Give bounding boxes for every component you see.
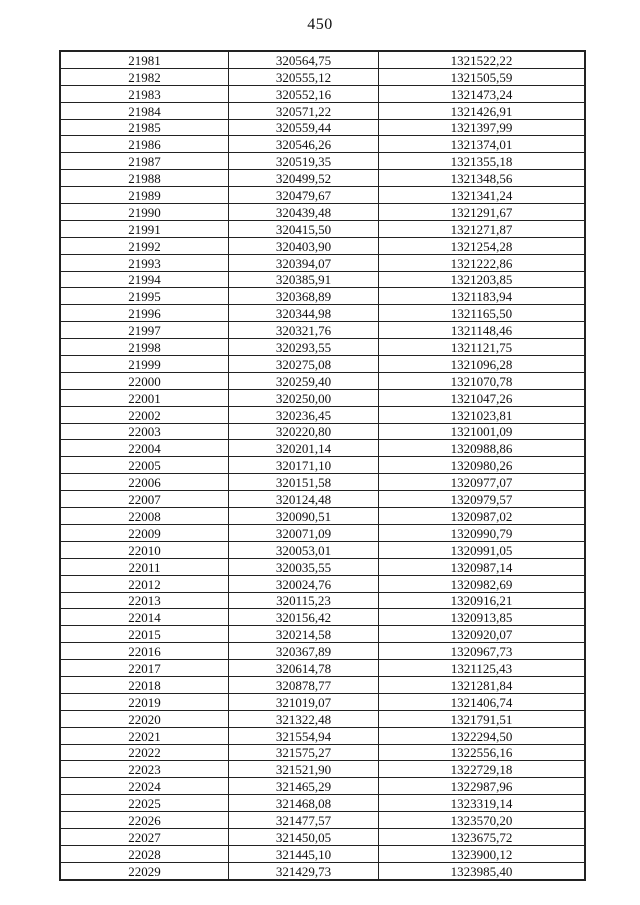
x-coordinate-cell: 321465,29: [229, 778, 379, 795]
x-coordinate-cell: 320519,35: [229, 153, 379, 170]
x-coordinate-cell: 320555,12: [229, 68, 379, 85]
point-number-cell: 21995: [61, 288, 229, 305]
point-number-cell: 21983: [61, 85, 229, 102]
coordinates-table: [60, 51, 585, 880]
x-coordinate-cell: 321322,48: [229, 710, 379, 727]
point-number-cell: 21992: [61, 237, 229, 254]
table-row: [61, 845, 585, 862]
y-coordinate-cell: 1320916,21: [379, 592, 585, 609]
point-number-cell: 21981: [61, 52, 229, 69]
x-coordinate-cell: 320171,10: [229, 457, 379, 474]
x-coordinate-cell: 320071,09: [229, 524, 379, 541]
x-coordinate-cell: 320236,45: [229, 406, 379, 423]
point-number-cell: 22008: [61, 508, 229, 525]
y-coordinate-cell: 1321291,67: [379, 204, 585, 221]
point-number-cell: 22009: [61, 524, 229, 541]
table-row: [61, 457, 585, 474]
y-coordinate-cell: 1321165,50: [379, 305, 585, 322]
point-number-cell: 21982: [61, 68, 229, 85]
point-number-cell: 22006: [61, 474, 229, 491]
y-coordinate-cell: 1320977,07: [379, 474, 585, 491]
y-coordinate-cell: 1320913,85: [379, 609, 585, 626]
x-coordinate-cell: 320275,08: [229, 356, 379, 373]
x-coordinate-cell: 321521,90: [229, 761, 379, 778]
point-number-cell: 22029: [61, 862, 229, 879]
x-coordinate-cell: 321554,94: [229, 727, 379, 744]
y-coordinate-cell: 1320920,07: [379, 626, 585, 643]
point-number-cell: 22002: [61, 406, 229, 423]
y-coordinate-cell: 1321374,01: [379, 136, 585, 153]
x-coordinate-cell: 320214,58: [229, 626, 379, 643]
point-number-cell: 22003: [61, 423, 229, 440]
table-row: [61, 862, 585, 879]
table-row: [61, 761, 585, 778]
x-coordinate-cell: 320090,51: [229, 508, 379, 525]
table-row: [61, 102, 585, 119]
y-coordinate-cell: 1321355,18: [379, 153, 585, 170]
y-coordinate-cell: 1321791,51: [379, 710, 585, 727]
table-row: [61, 356, 585, 373]
y-coordinate-cell: 1321281,84: [379, 676, 585, 693]
x-coordinate-cell: 320344,98: [229, 305, 379, 322]
x-coordinate-cell: 320115,23: [229, 592, 379, 609]
x-coordinate-cell: 320385,91: [229, 271, 379, 288]
x-coordinate-cell: 320571,22: [229, 102, 379, 119]
table-row: [61, 52, 585, 69]
y-coordinate-cell: 1321406,74: [379, 693, 585, 710]
point-number-cell: 22004: [61, 440, 229, 457]
table-row: [61, 187, 585, 204]
x-coordinate-cell: 320499,52: [229, 170, 379, 187]
y-coordinate-cell: 1321070,78: [379, 372, 585, 389]
y-coordinate-cell: 1321121,75: [379, 339, 585, 356]
table-row: [61, 372, 585, 389]
x-coordinate-cell: 320479,67: [229, 187, 379, 204]
x-coordinate-cell: 320293,55: [229, 339, 379, 356]
table-row: [61, 136, 585, 153]
y-coordinate-cell: 1321148,46: [379, 322, 585, 339]
point-number-cell: 22025: [61, 795, 229, 812]
table-row: [61, 643, 585, 660]
x-coordinate-cell: 320124,48: [229, 491, 379, 508]
y-coordinate-cell: 1323570,20: [379, 812, 585, 829]
table-row: [61, 778, 585, 795]
table-row: [61, 119, 585, 136]
point-number-cell: 21999: [61, 356, 229, 373]
point-number-cell: 21989: [61, 187, 229, 204]
x-coordinate-cell: 320368,89: [229, 288, 379, 305]
point-number-cell: 21994: [61, 271, 229, 288]
x-coordinate-cell: 320220,80: [229, 423, 379, 440]
x-coordinate-cell: 321019,07: [229, 693, 379, 710]
x-coordinate-cell: 320035,55: [229, 558, 379, 575]
point-number-cell: 22023: [61, 761, 229, 778]
x-coordinate-cell: 320439,48: [229, 204, 379, 221]
table-row: [61, 204, 585, 221]
table-row: [61, 220, 585, 237]
point-number-cell: 22010: [61, 541, 229, 558]
y-coordinate-cell: 1321348,56: [379, 170, 585, 187]
point-number-cell: 21996: [61, 305, 229, 322]
table-row: [61, 626, 585, 643]
x-coordinate-cell: 320024,76: [229, 575, 379, 592]
y-coordinate-cell: 1321047,26: [379, 389, 585, 406]
point-number-cell: 21990: [61, 204, 229, 221]
point-number-cell: 22000: [61, 372, 229, 389]
y-coordinate-cell: 1322294,50: [379, 727, 585, 744]
table-row: [61, 423, 585, 440]
table-row: [61, 828, 585, 845]
point-number-cell: 22012: [61, 575, 229, 592]
y-coordinate-cell: 1320991,05: [379, 541, 585, 558]
x-coordinate-cell: 320250,00: [229, 389, 379, 406]
x-coordinate-cell: 320614,78: [229, 660, 379, 677]
y-coordinate-cell: 1321341,24: [379, 187, 585, 204]
point-number-cell: 22017: [61, 660, 229, 677]
table-row: [61, 322, 585, 339]
y-coordinate-cell: 1321522,22: [379, 52, 585, 69]
y-coordinate-cell: 1322729,18: [379, 761, 585, 778]
y-coordinate-cell: 1323675,72: [379, 828, 585, 845]
table-row: [61, 68, 585, 85]
x-coordinate-cell: 321450,05: [229, 828, 379, 845]
table-row: [61, 85, 585, 102]
table-row: [61, 812, 585, 829]
x-coordinate-cell: 320546,26: [229, 136, 379, 153]
y-coordinate-cell: 1320979,57: [379, 491, 585, 508]
table-row: [61, 592, 585, 609]
y-coordinate-cell: 1321426,91: [379, 102, 585, 119]
table-row: [61, 795, 585, 812]
table-row: [61, 693, 585, 710]
coordinates-table-body: [61, 52, 585, 880]
point-number-cell: 21985: [61, 119, 229, 136]
y-coordinate-cell: 1320982,69: [379, 575, 585, 592]
y-coordinate-cell: 1321473,24: [379, 85, 585, 102]
table-row: [61, 541, 585, 558]
table-row: [61, 660, 585, 677]
point-number-cell: 22001: [61, 389, 229, 406]
table-row: [61, 491, 585, 508]
y-coordinate-cell: 1321096,28: [379, 356, 585, 373]
point-number-cell: 22028: [61, 845, 229, 862]
x-coordinate-cell: 320552,16: [229, 85, 379, 102]
y-coordinate-cell: 1321222,86: [379, 254, 585, 271]
point-number-cell: 22015: [61, 626, 229, 643]
point-number-cell: 21988: [61, 170, 229, 187]
table-row: [61, 508, 585, 525]
table-row: [61, 558, 585, 575]
x-coordinate-cell: 321575,27: [229, 744, 379, 761]
x-coordinate-cell: 320201,14: [229, 440, 379, 457]
point-number-cell: 21991: [61, 220, 229, 237]
x-coordinate-cell: 320559,44: [229, 119, 379, 136]
point-number-cell: 21984: [61, 102, 229, 119]
x-coordinate-cell: 320151,58: [229, 474, 379, 491]
page-number: 450: [307, 16, 333, 33]
table-row: [61, 406, 585, 423]
x-coordinate-cell: 321429,73: [229, 862, 379, 879]
point-number-cell: 22016: [61, 643, 229, 660]
point-number-cell: 21986: [61, 136, 229, 153]
x-coordinate-cell: 320878,77: [229, 676, 379, 693]
y-coordinate-cell: 1320988,86: [379, 440, 585, 457]
x-coordinate-cell: 321445,10: [229, 845, 379, 862]
x-coordinate-cell: 320259,40: [229, 372, 379, 389]
y-coordinate-cell: 1323985,40: [379, 862, 585, 879]
point-number-cell: 22018: [61, 676, 229, 693]
point-number-cell: 22027: [61, 828, 229, 845]
y-coordinate-cell: 1322987,96: [379, 778, 585, 795]
table-row: [61, 440, 585, 457]
table-row: [61, 271, 585, 288]
x-coordinate-cell: 320415,50: [229, 220, 379, 237]
y-coordinate-cell: 1321001,09: [379, 423, 585, 440]
y-coordinate-cell: 1320987,02: [379, 508, 585, 525]
table-row: [61, 153, 585, 170]
y-coordinate-cell: 1321397,99: [379, 119, 585, 136]
table-row: [61, 744, 585, 761]
point-number-cell: 22026: [61, 812, 229, 829]
table-row: [61, 710, 585, 727]
y-coordinate-cell: 1321271,87: [379, 220, 585, 237]
table-row: [61, 288, 585, 305]
table-row: [61, 474, 585, 491]
point-number-cell: 22020: [61, 710, 229, 727]
table-row: [61, 305, 585, 322]
table-row: [61, 170, 585, 187]
table-row: [61, 254, 585, 271]
table-row: [61, 727, 585, 744]
table-row: [61, 524, 585, 541]
x-coordinate-cell: 321477,57: [229, 812, 379, 829]
table-row: [61, 676, 585, 693]
y-coordinate-cell: 1321023,81: [379, 406, 585, 423]
x-coordinate-cell: 320321,76: [229, 322, 379, 339]
y-coordinate-cell: 1321183,94: [379, 288, 585, 305]
x-coordinate-cell: 321468,08: [229, 795, 379, 812]
point-number-cell: 22005: [61, 457, 229, 474]
x-coordinate-cell: 320394,07: [229, 254, 379, 271]
y-coordinate-cell: 1323319,14: [379, 795, 585, 812]
y-coordinate-cell: 1320990,79: [379, 524, 585, 541]
point-number-cell: 21993: [61, 254, 229, 271]
table-row: [61, 575, 585, 592]
y-coordinate-cell: 1322556,16: [379, 744, 585, 761]
x-coordinate-cell: 320403,90: [229, 237, 379, 254]
y-coordinate-cell: 1321254,28: [379, 237, 585, 254]
table-row: [61, 237, 585, 254]
y-coordinate-cell: 1320987,14: [379, 558, 585, 575]
point-number-cell: 22011: [61, 558, 229, 575]
y-coordinate-cell: 1321505,59: [379, 68, 585, 85]
point-number-cell: 22024: [61, 778, 229, 795]
point-number-cell: 22007: [61, 491, 229, 508]
x-coordinate-cell: 320367,89: [229, 643, 379, 660]
table-row: [61, 339, 585, 356]
point-number-cell: 22014: [61, 609, 229, 626]
y-coordinate-cell: 1323900,12: [379, 845, 585, 862]
point-number-cell: 22022: [61, 744, 229, 761]
y-coordinate-cell: 1320980,26: [379, 457, 585, 474]
point-number-cell: 22013: [61, 592, 229, 609]
point-number-cell: 21998: [61, 339, 229, 356]
y-coordinate-cell: 1320967,73: [379, 643, 585, 660]
table-row: [61, 609, 585, 626]
point-number-cell: 22021: [61, 727, 229, 744]
x-coordinate-cell: 320564,75: [229, 52, 379, 69]
x-coordinate-cell: 320053,01: [229, 541, 379, 558]
x-coordinate-cell: 320156,42: [229, 609, 379, 626]
point-number-cell: 21997: [61, 322, 229, 339]
point-number-cell: 21987: [61, 153, 229, 170]
point-number-cell: 22019: [61, 693, 229, 710]
table-row: [61, 389, 585, 406]
y-coordinate-cell: 1321203,85: [379, 271, 585, 288]
y-coordinate-cell: 1321125,43: [379, 660, 585, 677]
